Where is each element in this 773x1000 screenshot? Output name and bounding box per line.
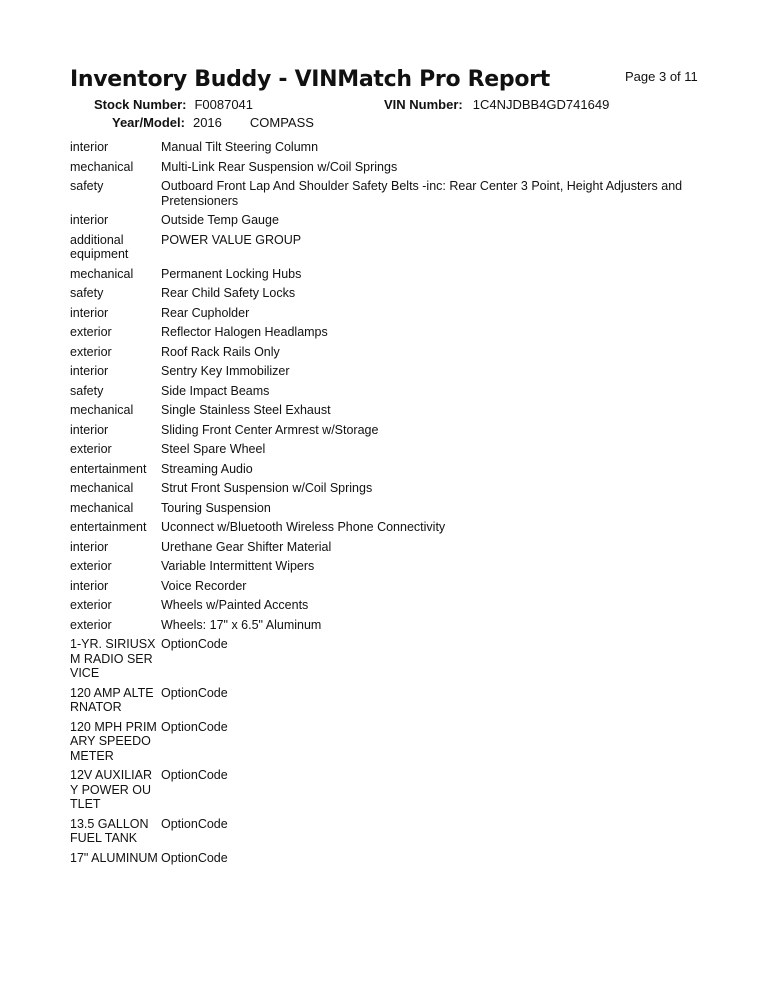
report-title: Inventory Buddy - VINMatch Pro Report (70, 67, 550, 92)
feature-category: exterior (70, 344, 112, 359)
feature-category: interior (70, 364, 109, 378)
feature-category: exterior (70, 442, 112, 456)
feature-category: mechanical (70, 403, 134, 417)
option-name: 120 AMP ALTERNATOR (70, 685, 154, 714)
feature-row (70, 286, 710, 301)
feature-category: exterior (70, 617, 112, 632)
feature-row (70, 559, 710, 574)
feature-category: mechanical (70, 481, 134, 495)
option-row (70, 637, 710, 681)
feature-row (70, 481, 710, 496)
feature-category: exterior (70, 559, 112, 573)
stock-number (94, 97, 253, 112)
feature-row (70, 403, 710, 418)
feature-row (70, 501, 710, 516)
feature-description: Steel Spare Wheel (161, 442, 266, 456)
feature-description: Touring Suspension (161, 500, 271, 515)
feature-row (70, 598, 710, 613)
option-type: OptionCode (161, 768, 228, 782)
feature-description: Outside Temp Gauge (161, 213, 279, 227)
feature-description: Voice Recorder (161, 578, 247, 593)
feature-category: additional equipment (70, 232, 129, 261)
option-row (70, 851, 710, 866)
option-row (70, 720, 710, 764)
model-value: COMPASS (249, 115, 314, 130)
feature-description: Wheels w/Painted Accents (161, 598, 309, 612)
option-type: OptionCode (161, 685, 228, 700)
feature-description: Uconnect w/Bluetooth Wireless Phone Connectivity (161, 520, 446, 534)
feature-description: Wheels: 17" x 6.5" Aluminum (161, 617, 322, 632)
stock-number-value: F0087041 (194, 97, 254, 112)
feature-row (70, 540, 710, 555)
feature-description: Sentry Key Immobilizer (161, 364, 290, 378)
feature-description: Roof Rack Rails Only (161, 344, 280, 359)
feature-category: mechanical (70, 266, 134, 281)
feature-description: Sliding Front Center Armrest w/Storage (161, 422, 379, 437)
feature-description: Variable Intermittent Wipers (161, 559, 315, 573)
option-type: OptionCode (161, 637, 228, 651)
option-row (70, 768, 710, 812)
feature-category: exterior (70, 598, 112, 612)
feature-row (70, 423, 710, 438)
feature-row (70, 462, 710, 477)
feature-description: Rear Child Safety Locks (161, 286, 296, 300)
vin-number (384, 97, 609, 112)
feature-category: entertainment (70, 520, 147, 534)
feature-description: Streaming Audio (161, 461, 253, 476)
feature-list (70, 140, 710, 870)
feature-row (70, 384, 710, 399)
option-name: 17" ALUMINUM (70, 850, 158, 865)
feature-category: safety (70, 286, 104, 300)
feature-description: Urethane Gear Shifter Material (161, 539, 332, 554)
feature-row (70, 442, 710, 457)
year-model-label: Year/Model: (112, 115, 185, 130)
feature-row (70, 364, 710, 379)
page-number: Page 3 of 11 (625, 69, 698, 84)
feature-row (70, 325, 710, 340)
feature-row (70, 233, 710, 262)
option-name: 12V AUXILIARY POWER OUTLET (70, 768, 152, 811)
feature-row (70, 140, 710, 155)
feature-description: Outboard Front Lap And Shoulder Safety Belts -inc: Rear Center 3 Point, Height Adjusters and Pretensioners (161, 179, 683, 208)
option-type: OptionCode (161, 850, 228, 865)
vin-number-value: 1C4NJDBB4GD741649 (472, 97, 610, 112)
option-row (70, 817, 710, 846)
feature-description: Single Stainless Steel Exhaust (161, 403, 331, 417)
feature-description: POWER VALUE GROUP (161, 232, 302, 247)
feature-category: mechanical (70, 500, 134, 515)
feature-category: interior (70, 422, 109, 437)
feature-description: Permanent Locking Hubs (161, 266, 302, 281)
feature-description: Strut Front Suspension w/Coil Springs (161, 481, 373, 495)
feature-description: Side Impact Beams (161, 383, 270, 398)
feature-description: Reflector Halogen Headlamps (161, 325, 328, 339)
option-type: OptionCode (161, 719, 228, 734)
option-row (70, 686, 710, 715)
option-name: 13.5 GALLON FUEL TANK (70, 816, 149, 845)
feature-row (70, 618, 710, 633)
feature-category: entertainment (70, 461, 147, 476)
stock-number-label: Stock Number: (94, 97, 187, 112)
feature-category: safety (70, 179, 104, 193)
option-name: 1-YR. SIRIUSXM RADIO SERVICE (70, 637, 156, 680)
feature-description: Rear Cupholder (161, 305, 250, 320)
feature-category: interior (70, 305, 109, 320)
feature-category: safety (70, 383, 104, 398)
feature-description: Manual Tilt Steering Column (161, 140, 319, 154)
feature-category: interior (70, 213, 109, 227)
feature-row (70, 160, 710, 175)
feature-row (70, 306, 710, 321)
year-model (112, 115, 314, 130)
feature-category: interior (70, 539, 109, 554)
vin-number-label: VIN Number: (384, 97, 463, 112)
feature-category: exterior (70, 325, 112, 339)
feature-category: interior (70, 578, 109, 593)
feature-category: interior (70, 140, 109, 154)
feature-row (70, 179, 710, 208)
feature-row (70, 520, 710, 535)
feature-row (70, 267, 710, 282)
option-name: 120 MPH PRIMARY SPEEDOMETER (70, 719, 157, 763)
feature-row (70, 579, 710, 594)
year-value: 2016 (192, 115, 222, 130)
feature-category: mechanical (70, 159, 134, 174)
feature-row (70, 345, 710, 360)
option-type: OptionCode (161, 816, 228, 831)
feature-description: Multi-Link Rear Suspension w/Coil Springs (161, 159, 398, 174)
feature-row (70, 213, 710, 228)
